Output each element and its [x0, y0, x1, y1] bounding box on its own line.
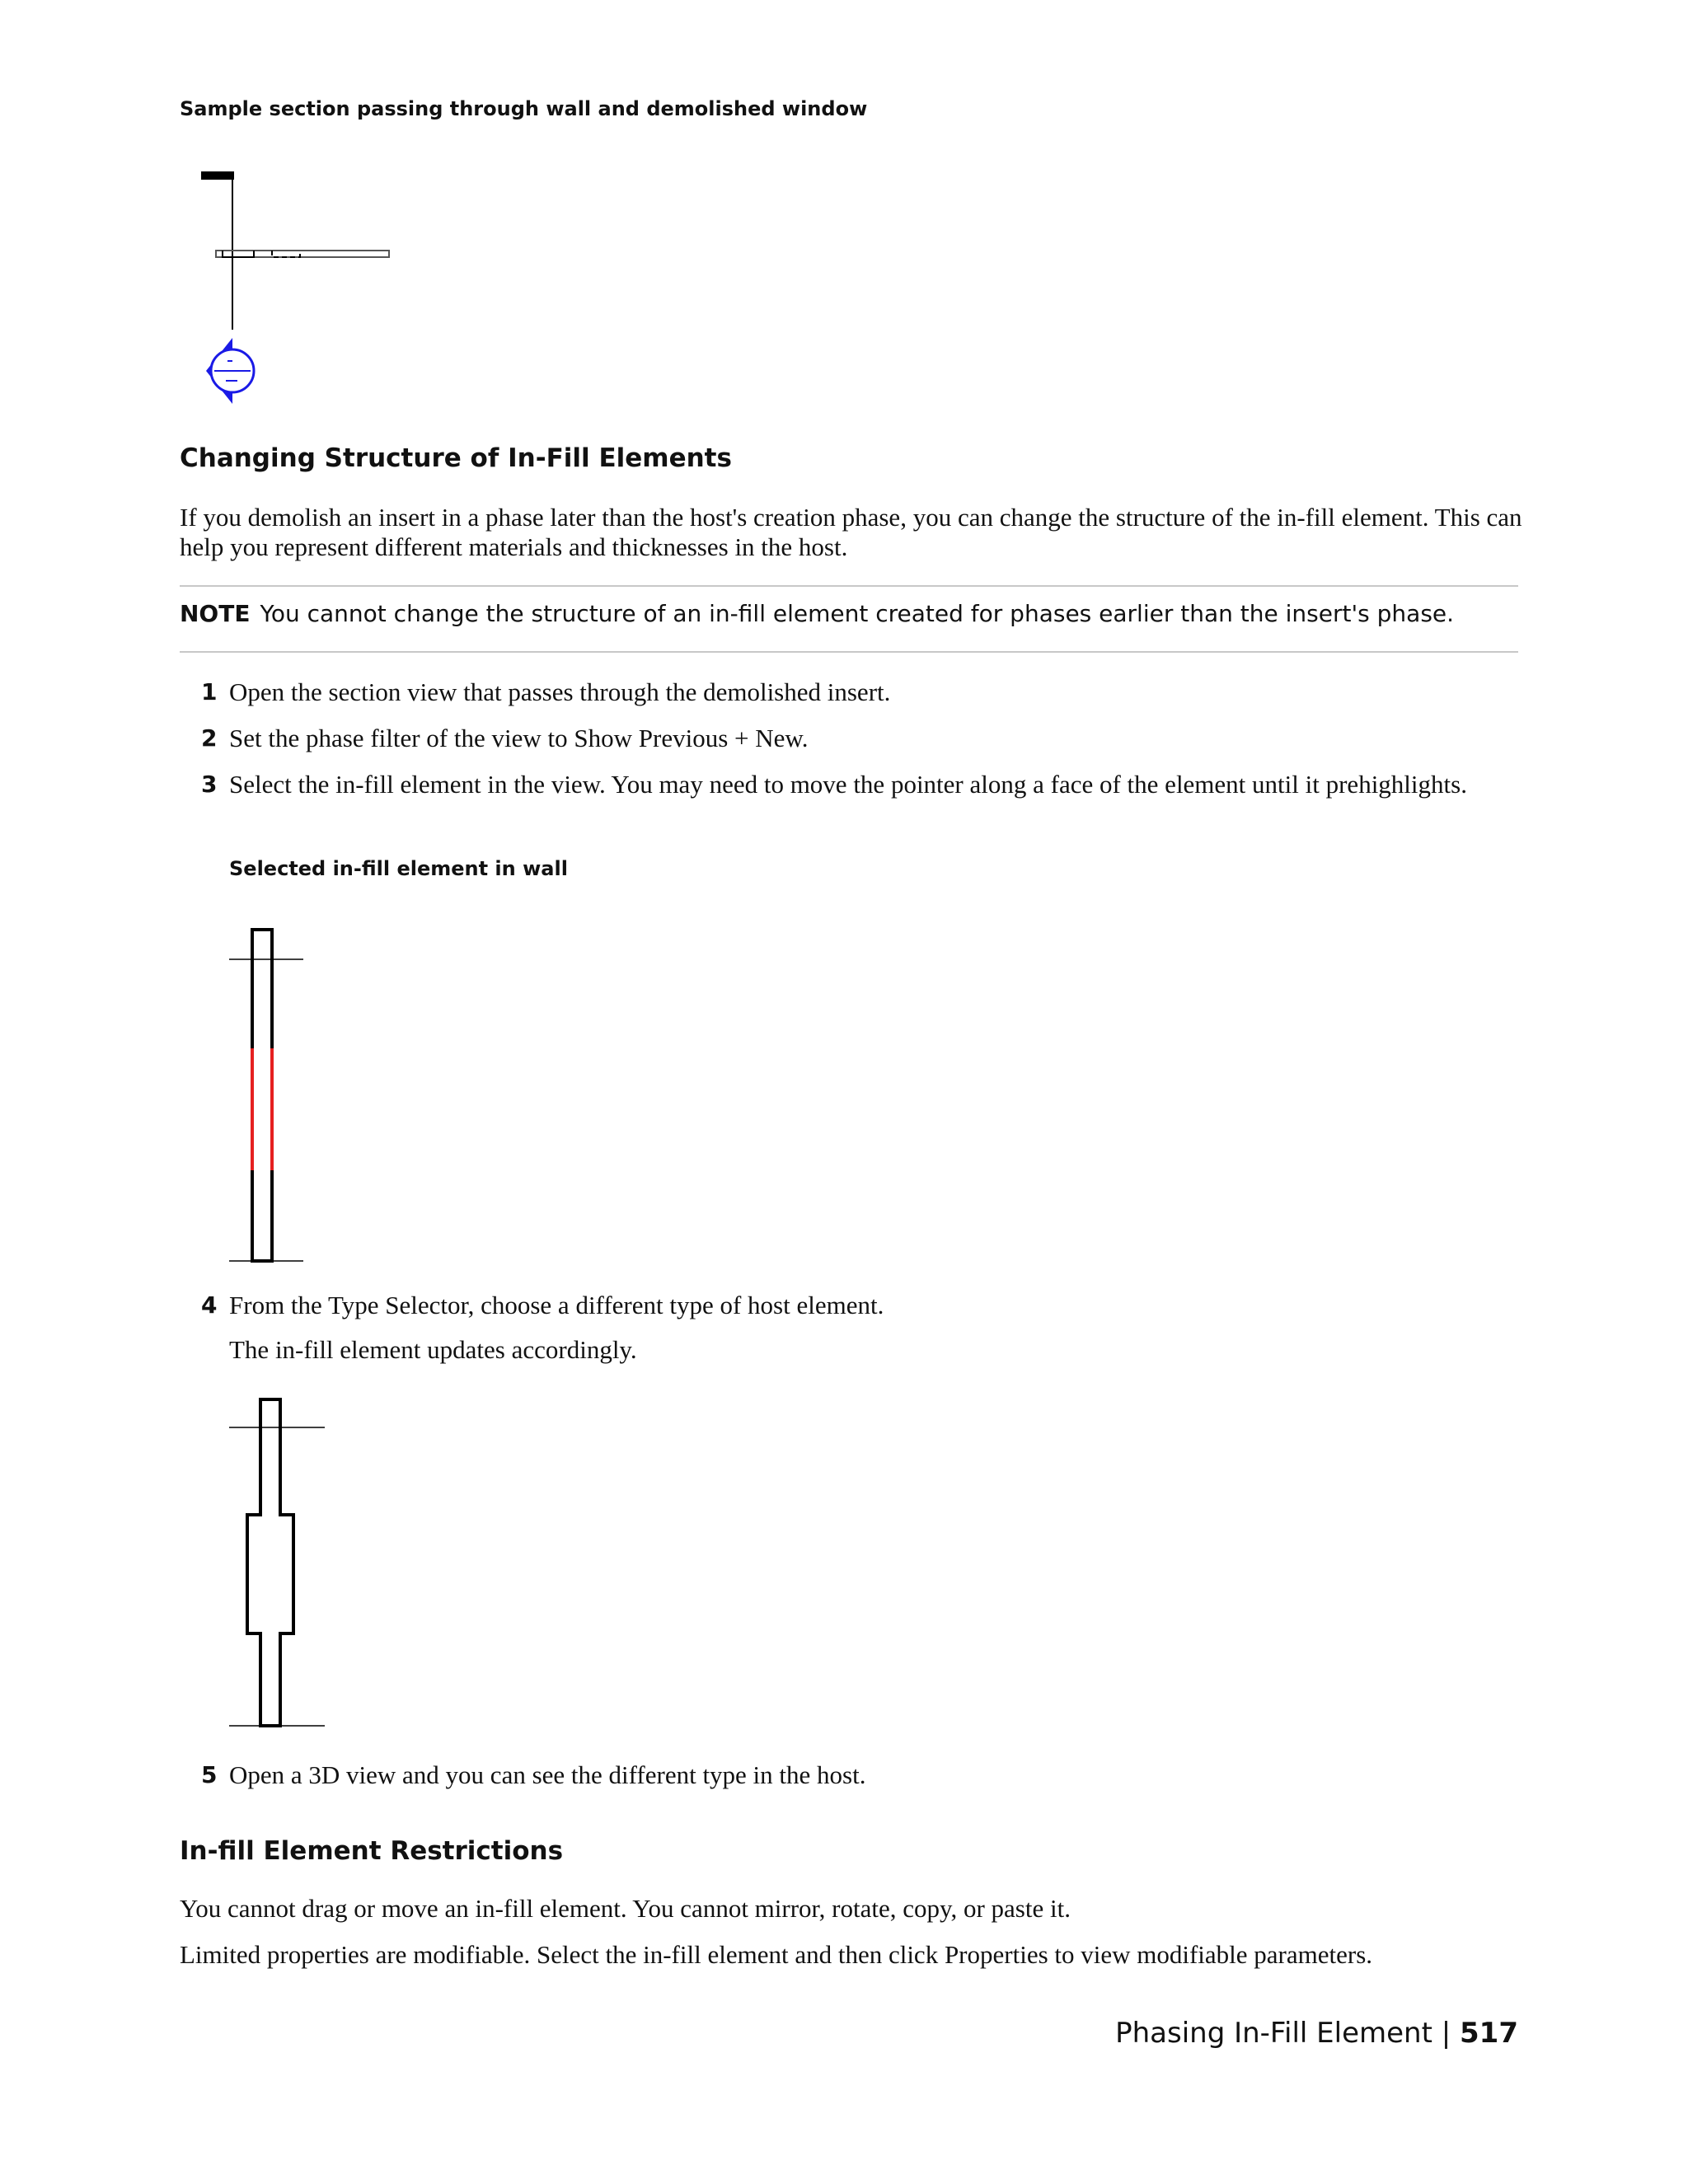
section-heading-restrictions: In-fill Element Restrictions [180, 1836, 564, 1866]
figure-caption-section: Sample section passing through wall and demolished window [180, 97, 868, 120]
section-head-bar [201, 171, 234, 180]
section-marker-icon[interactable] [206, 338, 254, 404]
step-number: 1 [201, 678, 218, 705]
note-text: You cannot change the structure of an in-fill element created for phases earlier than the insert's phase. [260, 600, 1455, 627]
wall-section-new-type [247, 1399, 293, 1726]
step-text: From the Type Selector, choose a different type of host element. [229, 1291, 884, 1319]
step-text: Select the in-fill element in the view. You may need to move the pointer along a face of the element until it prehighlights. [229, 770, 1467, 799]
wall-plan [216, 251, 389, 257]
page-footer [1115, 2017, 1518, 2050]
note-rule-top [180, 585, 1518, 587]
footer-section-title: Phasing In-Fill Element [1115, 2017, 1432, 2050]
selected-infill-figure [223, 923, 313, 1269]
step-text: Open the section view that passes through the demolished insert. [229, 677, 891, 706]
step-followup-text: The in-fill element updates accordingly. [229, 1335, 637, 1364]
note-box [180, 600, 1518, 627]
section-heading-changing-structure: Changing Structure of In-Fill Elements [180, 443, 732, 473]
window-opening-left [223, 251, 254, 257]
section-figure [190, 165, 404, 412]
restrictions-paragraph-1: You cannot drag or move an in-fill element. You cannot mirror, rotate, copy, or paste it. [180, 1894, 1071, 1923]
updated-infill-figure [223, 1393, 330, 1739]
step-number: 2 [201, 724, 218, 752]
step-number: 3 [201, 771, 218, 798]
restrictions-paragraph-2: Limited properties are modifiable. Select the in-fill element and then click Properties to view modifiable parameters. [180, 1940, 1373, 1969]
footer-separator: | [1441, 2017, 1451, 2050]
intro-paragraph: If you demolish an insert in a phase later than the host's creation phase, you can change the structure of the in-fill element. This can help you represent different materials and thicknesses in the host. [180, 503, 1522, 561]
page-number: 517 [1460, 2017, 1518, 2050]
step-text: Set the phase filter of the view to Show Previous + New. [229, 724, 809, 752]
demolished-window [272, 251, 300, 257]
note-label: NOTE [180, 600, 251, 627]
figure-caption-selected-infill: Selected in-fill element in wall [229, 857, 568, 880]
wall-section [252, 930, 272, 1261]
step-number: 5 [201, 1761, 218, 1788]
step-text: Open a 3D view and you can see the different type in the host. [229, 1760, 866, 1789]
step-number: 4 [201, 1291, 218, 1319]
note-rule-bottom [180, 651, 1518, 653]
